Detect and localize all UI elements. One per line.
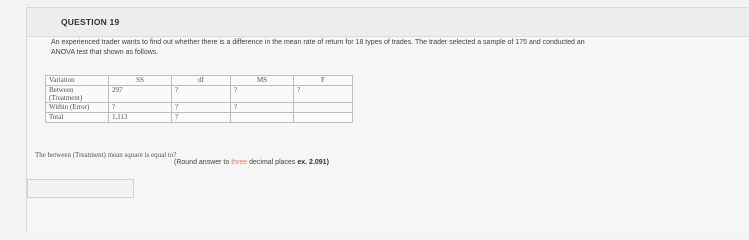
rounding-hint-example: ex. 2.091) — [297, 159, 329, 166]
answer-prompt: The between (Treatment) mean square is equal to? — [35, 151, 177, 159]
cell-total-ss: 1,113 — [109, 113, 172, 123]
question-text-line-1: An experienced trader wants to find out whether there is a difference in the mean rate of return for 18 types of trades. The trader selected a sample of 175 and conducted an — [51, 39, 585, 46]
row-label-between — [46, 86, 109, 103]
cell-between-f: ? — [294, 86, 353, 103]
question-header — [27, 8, 749, 37]
row-label-between-line-1: Between — [49, 86, 74, 94]
cell-within-ms: ? — [231, 103, 294, 113]
table-row-total — [46, 113, 353, 123]
question-text — [51, 38, 749, 58]
table-row-within — [46, 103, 353, 113]
cell-between-ss: 297 — [109, 86, 172, 103]
cell-total-ms — [231, 113, 294, 123]
cell-total-f — [294, 113, 353, 123]
header-variation: Variation — [46, 76, 109, 86]
question-panel — [26, 7, 749, 232]
table-row-between — [46, 86, 353, 103]
rounding-hint-prefix: (Round answer to — [174, 159, 232, 166]
rounding-hint-middle: decimal places — [247, 159, 298, 166]
header-ms: MS — [231, 76, 294, 86]
cell-within-df: ? — [172, 103, 231, 113]
anova-table — [45, 75, 353, 123]
rounding-hint — [174, 159, 329, 166]
cell-between-ms: ? — [231, 86, 294, 103]
header-df: df — [172, 76, 231, 86]
row-label-total: Total — [46, 113, 109, 123]
answer-input[interactable] — [27, 179, 134, 198]
cell-within-ss: ? — [109, 103, 172, 113]
header-ss: SS — [109, 76, 172, 86]
rounding-hint-highlight: three — [231, 159, 248, 166]
cell-total-df: ? — [172, 113, 231, 123]
cell-within-f — [294, 103, 353, 113]
cell-between-df: ? — [172, 86, 231, 103]
table-header-row — [46, 76, 353, 86]
row-label-between-line-2: (Treatment) — [49, 94, 83, 102]
row-label-within: Within (Error) — [46, 103, 109, 113]
question-text-line-2: ANOVA test that shown as follows. — [51, 49, 159, 56]
header-f: F — [294, 76, 353, 86]
question-title: QUESTION 19 — [61, 17, 120, 27]
